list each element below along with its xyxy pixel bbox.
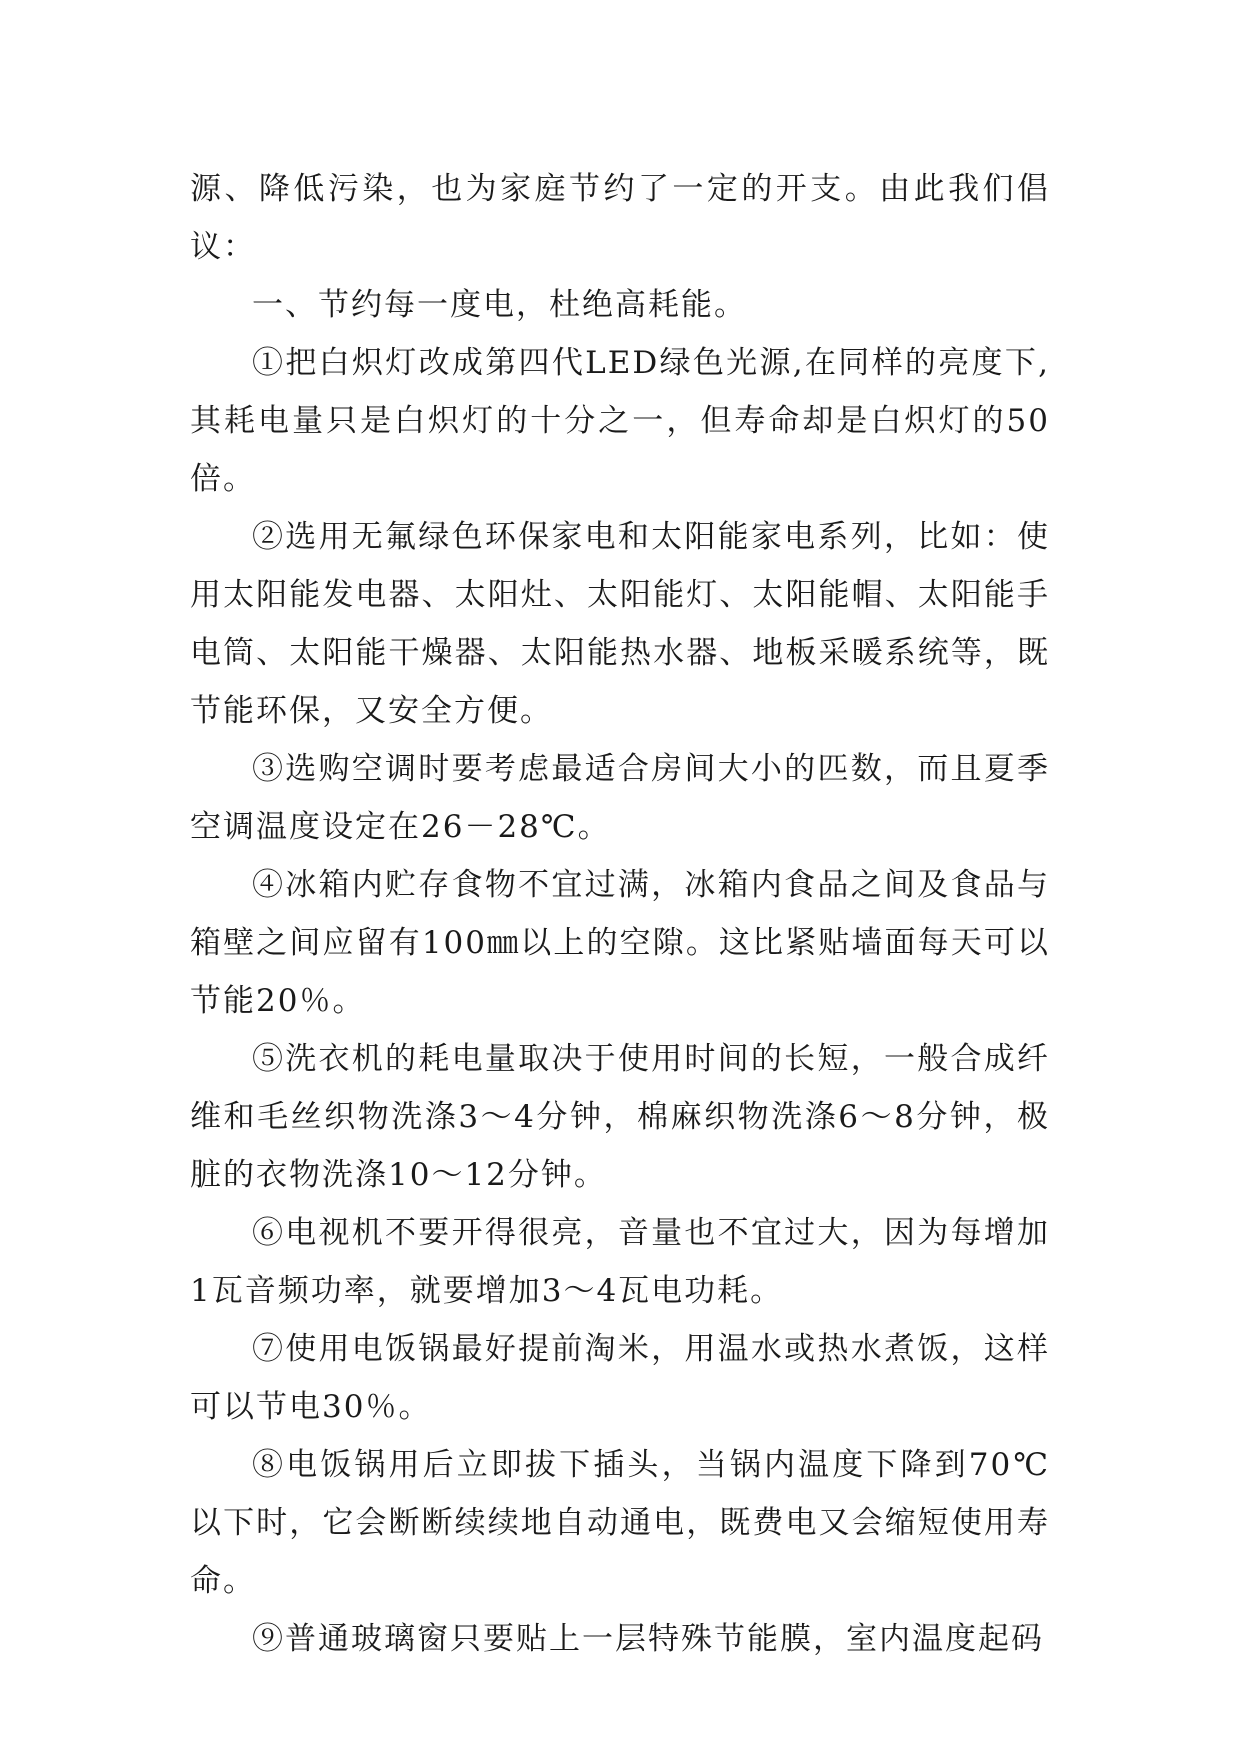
paragraph-item-2: ②选用无氟绿色环保家电和太阳能家电系列，比如：使用太阳能发电器、太阳灶、太阳能灯、太阳能帽、太阳能手电筒、太阳能干燥器、太阳能热水器、地板采暖系统等，既节能环保，又安全方便。 bbox=[190, 519, 1050, 729]
paragraph-item-8: ⑧电饭锅用后立即拔下插头，当锅内温度下降到70℃以下时，它会断断续续地自动通电，既费电又会缩短使用寿命。 bbox=[190, 1447, 1050, 1599]
paragraph-continuation: 源、降低污染，也为家庭节约了一定的开支。由此我们倡议： bbox=[190, 171, 1050, 265]
document-page bbox=[190, 160, 1050, 1668]
section-heading-electricity: 一、节约每一度电，杜绝高耗能。 bbox=[252, 287, 747, 323]
paragraph-item-3: ③选购空调时要考虑最适合房间大小的匹数，而且夏季空调温度设定在26－28℃。 bbox=[190, 751, 1050, 845]
paragraph-item-9: ⑨普通玻璃窗只要贴上一层特殊节能膜，室内温度起码 bbox=[252, 1621, 1044, 1657]
paragraph-item-4: ④冰箱内贮存食物不宜过满，冰箱内食品之间及食品与箱壁之间应留有100㎜以上的空隙。这比紧贴墙面每天可以节能20％。 bbox=[190, 867, 1050, 1019]
paragraph-item-1: ①把白炽灯改成第四代LED绿色光源,在同样的亮度下,其耗电量只是白炽灯的十分之一，但寿命却是白炽灯的50倍。 bbox=[190, 345, 1050, 497]
paragraph-item-5: ⑤洗衣机的耗电量取决于使用时间的长短，一般合成纤维和毛丝织物洗涤3～4分钟，棉麻织物洗涤6～8分钟，极脏的衣物洗涤10～12分钟。 bbox=[190, 1041, 1050, 1193]
paragraph-item-6: ⑥电视机不要开得很亮，音量也不宜过大，因为每增加1瓦音频功率，就要增加3～4瓦电功耗。 bbox=[190, 1215, 1050, 1309]
paragraph-item-7: ⑦使用电饭锅最好提前淘米，用温水或热水煮饭，这样可以节电30％。 bbox=[190, 1331, 1050, 1425]
